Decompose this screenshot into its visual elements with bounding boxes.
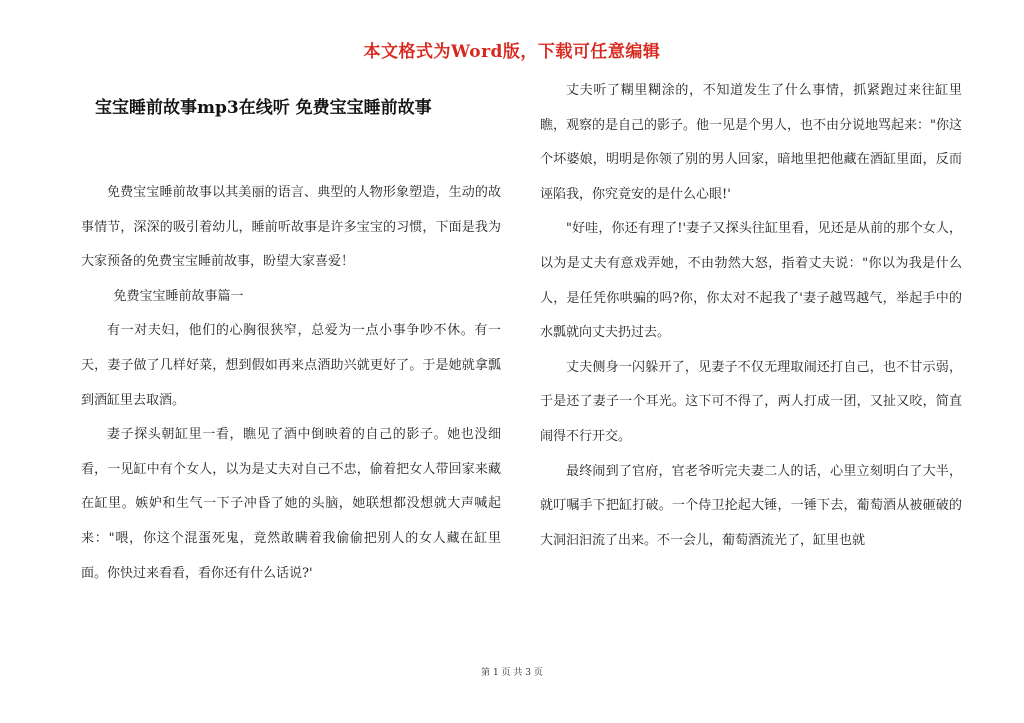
word-format-banner: 本文格式为Word版，下载可任意编辑	[363, 42, 661, 62]
story-paragraph: "好哇，你还有理了!'妻子又探头往缸里看，见还是从前的那个女人，以为是丈夫有意戏弄她，不由勃然大怒，指着丈夫说："你以为我是什么人，是任凭你哄骗的吗?你，你太对不起我了'妻子越骂越气，举起手中的水瓢就向丈夫扔过去。	[540, 221, 962, 341]
story-paragraph: 有一对夫妇，他们的心胸很狭窄，总爱为一点小事争吵不休。有一天，妻子做了几样好菜，想到假如再来点酒助兴就更好了。于是她就拿瓢到酒缸里去取酒。	[81, 323, 501, 408]
story-paragraph: 丈夫听了糊里糊涂的，不知道发生了什么事情，抓紧跑过来往缸里瞧，观察的是自己的影子。他一见是个男人，也不由分说地骂起来："你这个坏婆娘，明明是你领了别的男人回家，暗地里把他藏在酒缸里面，反而诬陷我，你究竟安的是什么心眼!'	[540, 83, 962, 202]
story-paragraph: 妻子探头朝缸里一看，瞧见了酒中倒映着的自己的影子。她也没细看，一见缸中有个女人，以为是丈夫对自己不忠，偷着把女人带回家来藏在缸里。嫉妒和生气一下子冲昏了她的头脑，她联想都没想就大声喊起来："喂，你这个混蛋死鬼，竟然敢瞒着我偷偷把别人的女人藏在缸里面。你快过来看看，看你还有什么话说?'	[81, 427, 501, 581]
story-paragraph: 最终闹到了官府，官老爷听完夫妻二人的话，心里立刻明白了大半，就叮嘱手下把缸打破。一个侍卫抡起大锤，一锤下去，葡萄酒从被砸破的大洞汩汩流了出来。不一会儿，葡萄酒流光了，缸里也就	[540, 463, 962, 548]
left-column	[81, 176, 501, 591]
section-heading: 免费宝宝睡前故事篇一	[113, 288, 244, 304]
story-paragraph: 丈夫侧身一闪躲开了，见妻子不仅无理取闹还打自己，也不甘示弱，于是还了妻子一个耳光。这下可不得了，两人打成一团，又扯又咬，简直闹得不行开交。	[540, 359, 962, 444]
right-column	[540, 74, 962, 558]
document-title: 宝宝睡前故事mp3在线听 免费宝宝睡前故事	[95, 98, 432, 118]
intro-paragraph: 免费宝宝睡前故事以其美丽的语言、典型的人物形象塑造，生动的故事情节，深深的吸引着幼儿，睡前听故事是许多宝宝的习惯，下面是我为大家预备的免费宝宝睡前故事，盼望大家喜爱！	[81, 185, 501, 270]
page-number-footer: 第 1 页 共 3 页	[481, 668, 543, 678]
